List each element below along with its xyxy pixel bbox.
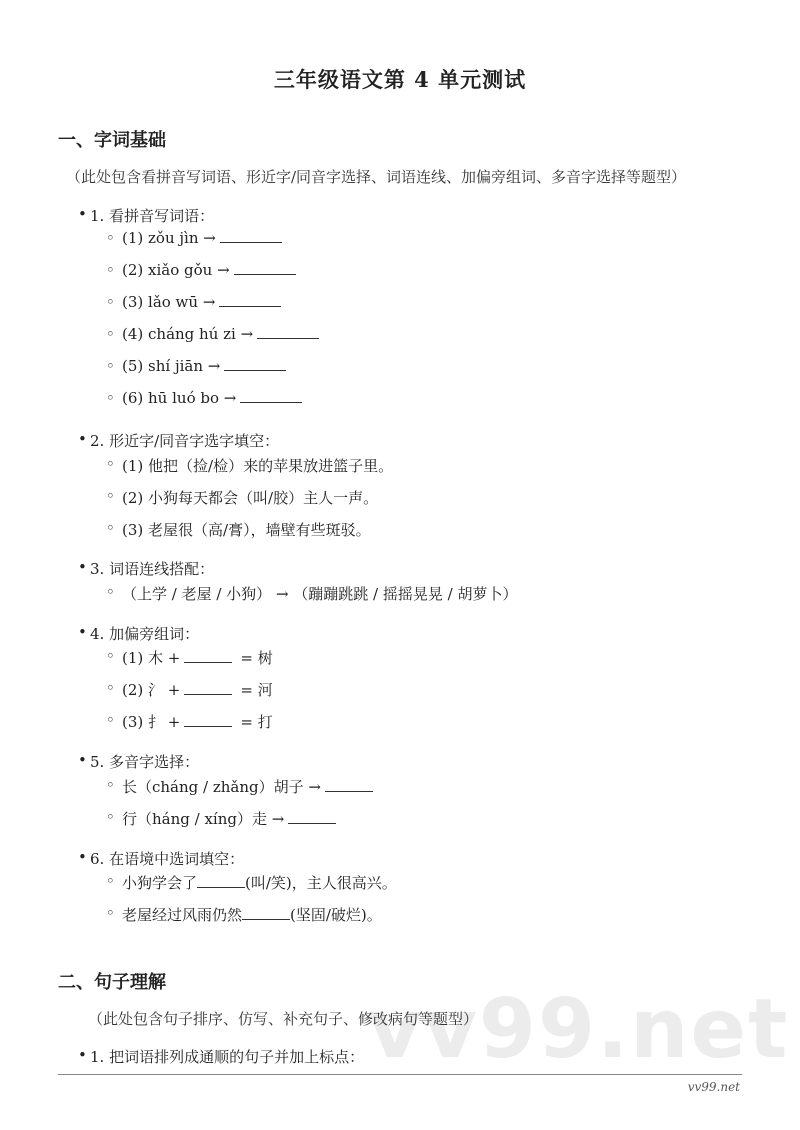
sub-item (106, 487, 378, 508)
question-item (78, 205, 214, 226)
watermark-logo: vv99.net (368, 982, 790, 1077)
sub-item (106, 808, 336, 829)
sub-item-result: = 树 (240, 649, 273, 667)
answer-blank[interactable] (257, 337, 319, 339)
question-label: 1. 看拼音写词语： (90, 207, 215, 225)
question-item (78, 1046, 364, 1067)
question-item (78, 430, 279, 451)
sub-item-text: (5) shí jiān → (122, 357, 221, 375)
sub-item-text: (6) hū luó bo → (122, 389, 237, 407)
sub-item (106, 872, 397, 893)
section-description: （此处包含看拼音写词语、形近字/同音字选择、词语连线、加偏旁组词、多音字选择等题型） (66, 168, 687, 186)
answer-blank[interactable] (240, 401, 302, 403)
sub-item (106, 293, 281, 311)
answer-blank[interactable] (325, 790, 373, 792)
question-item (78, 623, 199, 644)
question-label: 2. 形近字/同音字选字填空： (90, 432, 280, 450)
sub-item (106, 261, 296, 279)
page-title: 三年级语文第 4 单元测试 (273, 67, 527, 92)
answer-blank[interactable] (197, 886, 245, 888)
question-label: 5. 多音字选择： (90, 753, 200, 771)
question-label: 3. 词语连线搭配： (90, 560, 215, 578)
answer-blank[interactable] (184, 693, 232, 695)
sub-item (106, 519, 371, 540)
footer-text: vv99.net (687, 1080, 740, 1094)
sub-item-text: (2) xiǎo gǒu → (122, 261, 230, 279)
sub-item-text: 长（cháng / zhǎng）胡子 → (122, 778, 321, 796)
sub-item-text: (1) 他把（捡/检）来的苹果放进篮子里。 (122, 457, 394, 475)
sub-item (106, 776, 373, 797)
answer-blank[interactable] (184, 661, 232, 663)
section-heading: 二、句子理解 (58, 972, 166, 993)
sub-item-rest: (叫/笑)，主人很高兴。 (245, 874, 397, 892)
answer-blank[interactable] (220, 241, 282, 243)
sub-item-result: = 河 (240, 681, 273, 699)
sub-item-text: (3) 扌 + (122, 713, 181, 731)
sub-item-text: (1) 木 + (122, 649, 181, 667)
question-label: 1. 把词语排列成通顺的句子并加上标点： (90, 1048, 365, 1066)
footer-divider (58, 1074, 742, 1075)
sub-item-text: 行（háng / xíng）走 → (122, 810, 285, 828)
sub-item-text: 小狗学会了 (122, 874, 198, 892)
answer-blank[interactable] (224, 369, 286, 371)
question-item (78, 558, 214, 579)
sub-item (106, 455, 393, 476)
sub-item (106, 583, 517, 604)
sub-item-text: （上学 / 老屋 / 小狗） → （蹦蹦跳跳 / 摇摇晃晃 / 胡萝卜） (122, 585, 518, 603)
sub-item-text: (4) cháng hú zi → (122, 325, 254, 343)
answer-blank[interactable] (219, 305, 281, 307)
sub-item (106, 229, 282, 247)
section-description: （此处包含句子排序、仿写、补充句子、修改病句等题型） (88, 1010, 479, 1028)
sub-item (106, 389, 302, 407)
sub-item-text: (3) 老屋很（高/膏），墙壁有些斑驳。 (122, 521, 371, 539)
sub-item-text: 老屋经过风雨仍然 (122, 906, 243, 924)
sub-item-result: = 打 (240, 713, 273, 731)
answer-blank[interactable] (288, 822, 336, 824)
answer-blank[interactable] (234, 273, 296, 275)
sub-item (106, 647, 273, 668)
question-label: 4. 加偏旁组词： (90, 625, 200, 643)
sub-item-text: (1) zǒu jìn → (122, 229, 216, 247)
answer-blank[interactable] (242, 918, 290, 920)
sub-item-text: (2) 小狗每天都会（叫/胶）主人一声。 (122, 489, 379, 507)
section-heading: 一、字词基础 (58, 130, 166, 151)
sub-item (106, 711, 273, 732)
sub-item-rest: (坚固/破烂)。 (290, 906, 382, 924)
answer-blank[interactable] (184, 725, 232, 727)
sub-item (106, 679, 273, 700)
question-item (78, 848, 244, 869)
sub-item-text: (2) 氵 + (122, 681, 181, 699)
question-item (78, 751, 199, 772)
question-label: 6. 在语境中选词填空： (90, 850, 245, 868)
sub-item (106, 904, 382, 925)
sub-item-text: (3) lǎo wū → (122, 293, 216, 311)
sub-item (106, 325, 319, 343)
sub-item (106, 357, 286, 375)
